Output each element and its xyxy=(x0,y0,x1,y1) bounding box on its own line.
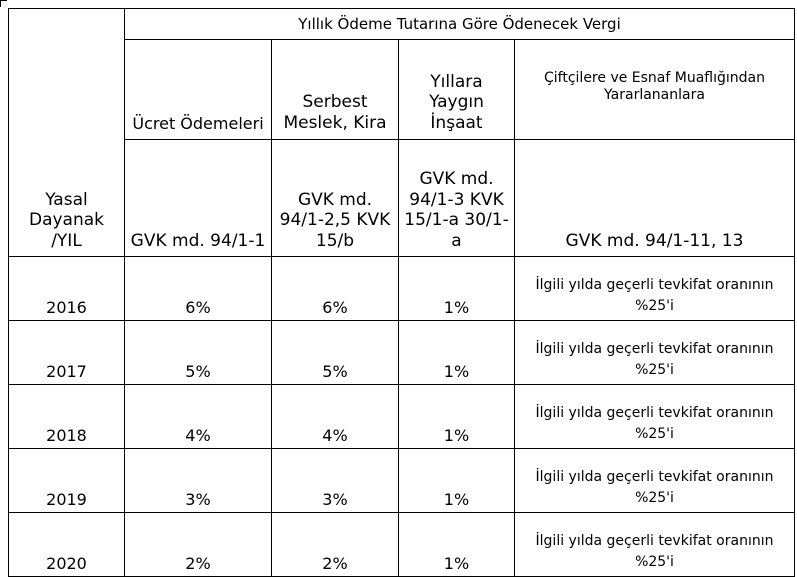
farmers-rate-cell: İlgili yılda geçerli tevkifat oranının %25'i xyxy=(515,257,795,321)
freelance-rate-cell: 5% xyxy=(272,321,399,385)
corner-marker xyxy=(0,0,7,7)
freelance-rate-cell: 6% xyxy=(272,257,399,321)
legal-basis-construction: GVK md. 94/1-3 KVK 15/1-a 30/1-a xyxy=(399,140,515,257)
wages-rate-cell: 2% xyxy=(125,513,272,577)
construction-rate-cell: 1% xyxy=(399,257,515,321)
year-cell: 2016 xyxy=(9,257,125,321)
wages-rate-cell: 5% xyxy=(125,321,272,385)
freelance-rate-cell: 4% xyxy=(272,385,399,449)
wages-rate-cell: 6% xyxy=(125,257,272,321)
farmers-rate-cell: İlgili yılda geçerli tevkifat oranının %25'i xyxy=(515,385,795,449)
column-header-farmers-artisans: Çiftçilere ve Esnaf Muaflığından Yararlananlara xyxy=(515,40,795,140)
table-row xyxy=(9,321,795,385)
table-row xyxy=(9,257,795,321)
legal-basis-freelance-rent: GVK md. 94/1-2,5 KVK 15/b xyxy=(272,140,399,257)
freelance-rate-cell: 2% xyxy=(272,513,399,577)
year-cell: 2019 xyxy=(9,449,125,513)
construction-rate-cell: 1% xyxy=(399,385,515,449)
group-header: Yıllık Ödeme Tutarına Göre Ödenecek Vergi xyxy=(125,9,795,40)
wages-rate-cell: 4% xyxy=(125,385,272,449)
year-cell: 2020 xyxy=(9,513,125,577)
table-row xyxy=(9,385,795,449)
column-header-wages: Ücret Ödemeleri xyxy=(125,40,272,140)
year-header: Yasal Dayanak /YIL xyxy=(9,9,125,257)
construction-rate-cell: 1% xyxy=(399,449,515,513)
farmers-rate-cell: İlgili yılda geçerli tevkifat oranının %25'i xyxy=(515,513,795,577)
table-row xyxy=(9,513,795,577)
column-header-freelance-rent: Serbest Meslek, Kira xyxy=(272,40,399,140)
freelance-rate-cell: 3% xyxy=(272,449,399,513)
year-cell: 2018 xyxy=(9,385,125,449)
farmers-rate-cell: İlgili yılda geçerli tevkifat oranının %25'i xyxy=(515,321,795,385)
legal-basis-farmers-artisans: GVK md. 94/1-11, 13 xyxy=(515,140,795,257)
tax-withholding-table xyxy=(8,8,795,577)
construction-rate-cell: 1% xyxy=(399,321,515,385)
farmers-rate-cell: İlgili yılda geçerli tevkifat oranının %25'i xyxy=(515,449,795,513)
construction-rate-cell: 1% xyxy=(399,513,515,577)
wages-rate-cell: 3% xyxy=(125,449,272,513)
legal-basis-wages: GVK md. 94/1-1 xyxy=(125,140,272,257)
table-row xyxy=(9,449,795,513)
year-cell: 2017 xyxy=(9,321,125,385)
column-header-construction: Yıllara Yaygın İnşaat xyxy=(399,40,515,140)
